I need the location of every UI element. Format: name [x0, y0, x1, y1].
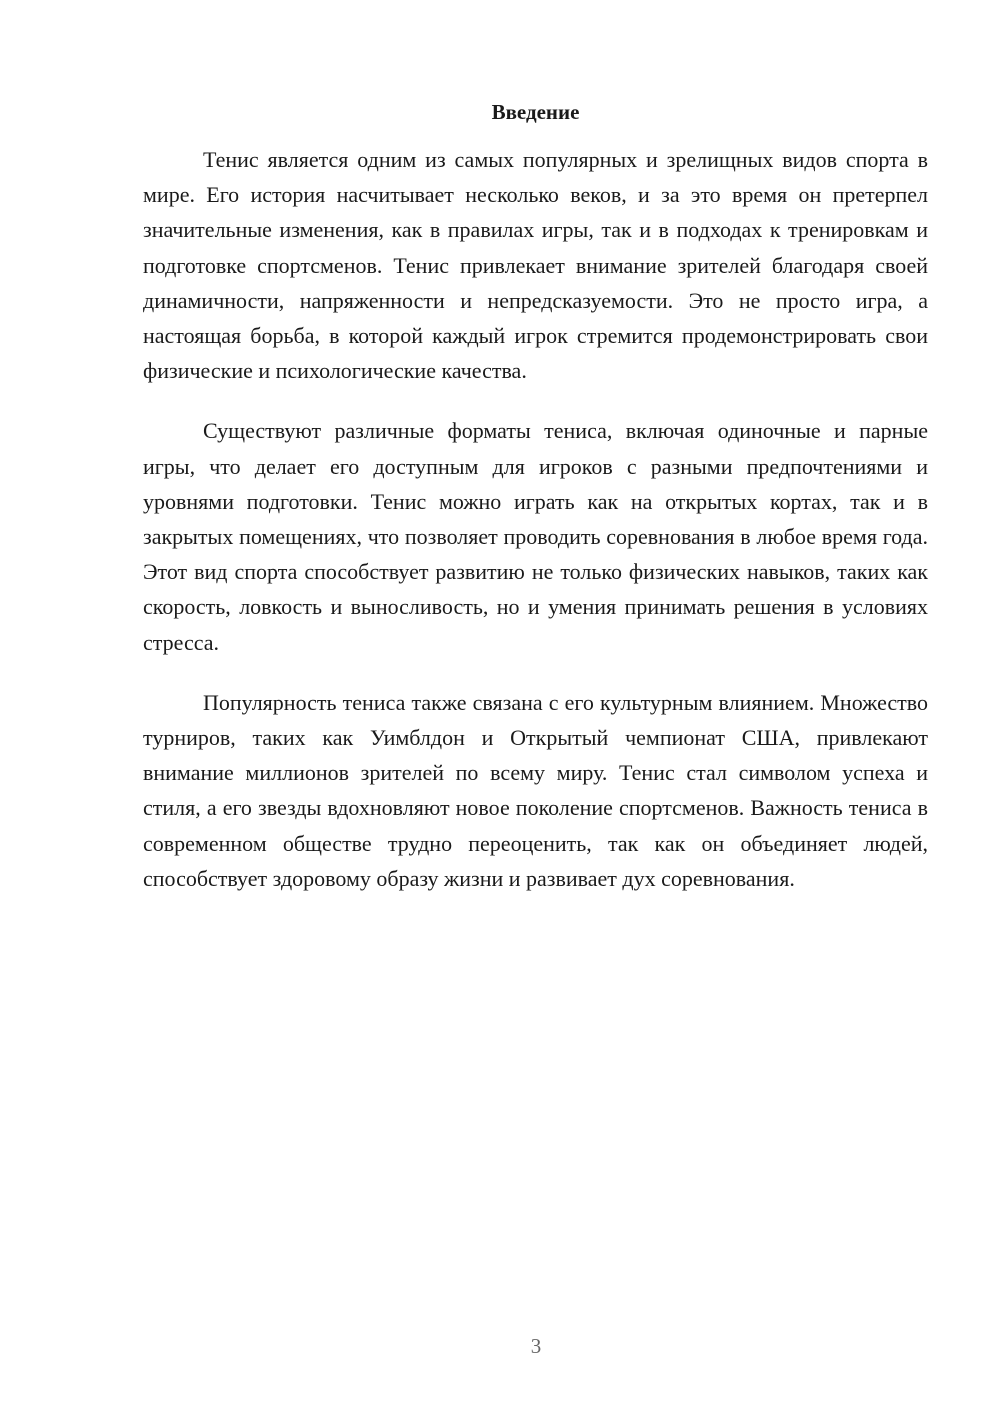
paragraph-3: Популярность тениса также связана с его культурным влиянием. Множество турниров, таких как Уимблдон и Открытый чемпионат США, привлекают внимание миллионов зрителей по всему миру. Тенис стал символом успеха и стиля, а его звезды вдохновляют новое поколение спортсменов. Важность тениса в современном обществе трудно переоценить, так как он объединяет людей, способствует здоровому образу жизни и развивает дух соревнования.	[143, 689, 928, 891]
body-text	[143, 142, 928, 921]
paragraph-1: Тенис является одним из самых популярных и зрелищных видов спорта в мире. Его история насчитывает несколько веков, и за это время он претерпел значительные изменения, как в правилах игры, так и в подходах к тренировкам и подготовке спортсменов. Тенис привлекает внимание зрителей благодаря своей динамичности, напряженности и непредсказуемости. Это не просто игра, а настоящая борьба, в которой каждый игрок стремится продемонстрировать свои физические и психологические качества.	[143, 147, 928, 384]
page-number: 3	[530, 1334, 542, 1358]
section-heading: Введение	[491, 100, 580, 124]
paragraph-2: Существуют различные форматы тениса, включая одиночные и парные игры, что делает его доступным для игроков с разными предпочтениями и уровнями подготовки. Тенис можно играть как на открытых кортах, так и в закрытых помещениях, что позволяет проводить соревнования в любое время года. Этот вид спорта способствует развитию не только физических навыков, таких как скорость, ловкость и выносливость, но и умения принимать решения в условиях стресса.	[143, 418, 928, 655]
